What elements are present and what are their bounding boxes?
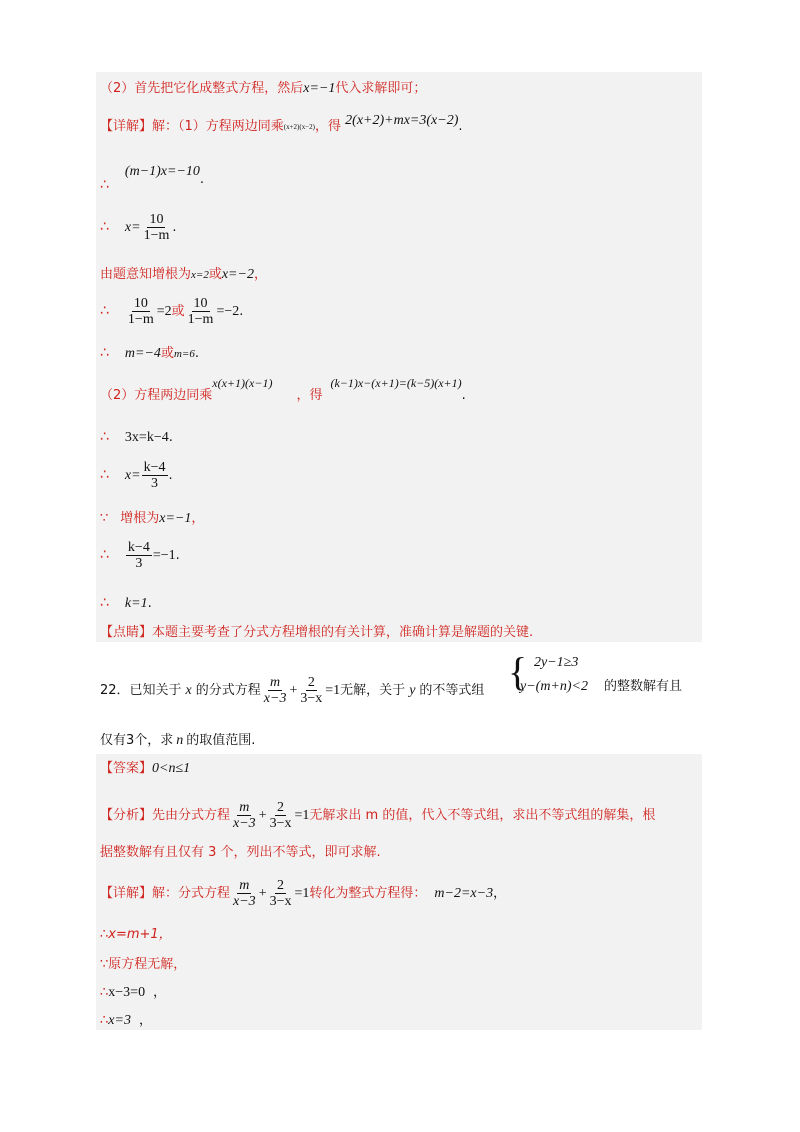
plus: + <box>289 683 298 698</box>
question-22-line2 <box>100 732 255 750</box>
eq1: =1 <box>325 683 341 698</box>
ineq1: 2y−1≥3 <box>534 655 579 670</box>
frac-num: 10 <box>193 296 208 311</box>
comma: ， <box>493 886 507 901</box>
step3-r1: =2 <box>156 304 172 319</box>
therefore-icon: ∴ <box>100 429 109 445</box>
detail2-line <box>100 878 506 909</box>
step1-line <box>100 162 205 193</box>
s3-math: x−3=0 <box>108 985 146 1000</box>
q22-text1: 的分式方程 <box>195 683 261 698</box>
therefore-icon: ∴ <box>100 345 109 361</box>
comment-line: 【点睛】本题主要考查了分式方程增根的有关计算，准确计算是解题的关键. <box>100 625 534 640</box>
frac-den: 3−x <box>269 816 292 831</box>
answer-value: 0<n≤1 <box>152 761 191 776</box>
step3-or: 或 <box>171 304 185 319</box>
dot: . <box>175 548 180 563</box>
eq1: =1 <box>294 808 310 823</box>
dot: . <box>199 172 205 187</box>
p2-eq: (k−1)x−(x+1)=(k−5)(x+1) <box>330 376 462 390</box>
frac-den: x−3 <box>233 816 256 831</box>
frac-den: 1−m <box>143 228 170 243</box>
s4-math: x=3 <box>108 1013 131 1028</box>
answer-line <box>100 760 190 778</box>
part2-hint-line <box>100 80 426 98</box>
analysis-tail: 无解求出 m 的值，代入不等式组，求出不等式组的解集，根 <box>309 808 656 823</box>
detail-label: 【详解】解：（1）方程两边同乘 <box>100 119 284 134</box>
dot: . <box>239 304 244 319</box>
dot: . <box>194 346 199 361</box>
detail-eq: 2(x+2)+mx=3(x−2) <box>345 113 459 128</box>
frac-num: 2 <box>307 675 315 690</box>
frac-num: 10 <box>149 212 164 227</box>
frac-num: m <box>239 800 250 815</box>
root-b: x=−2 <box>221 267 254 282</box>
comma: ， <box>191 511 205 526</box>
s1-line: ∴x=m+1， <box>100 927 172 942</box>
q22-text4: 的整数解有且 <box>604 679 683 694</box>
s2-line: ∵原方程无解， <box>100 957 187 972</box>
step4-line <box>100 344 199 363</box>
q22-text3: 的不等式组 <box>419 683 485 698</box>
root-text: 由题意知增根为 <box>100 267 192 282</box>
frac-num: k−4 <box>127 540 150 555</box>
analysis-line <box>100 800 655 831</box>
therefore-icon: ∴ <box>100 985 109 1000</box>
because-icon: ∵ <box>100 511 109 526</box>
step4-a: m=−4 <box>124 346 161 361</box>
comma: ， <box>153 985 167 1000</box>
detail2-eq: m−2=x−3 <box>434 886 494 901</box>
frac-den: 3−x <box>269 894 292 909</box>
hint-math: x=−1 <box>303 81 336 96</box>
comma: ， <box>253 267 267 282</box>
step1-math: (m−1)x=−10 <box>124 164 200 179</box>
frac-den: x−3 <box>263 691 287 706</box>
frac-num: 2 <box>277 800 285 815</box>
s4-line <box>100 1012 152 1030</box>
frac-num: 2 <box>277 878 285 893</box>
frac-den: 3 <box>135 556 143 571</box>
q22-line2: 仅有3个，求 <box>100 733 174 748</box>
p2-s3-line <box>100 540 180 571</box>
frac-num: 10 <box>133 296 148 311</box>
frac-num: m <box>239 878 250 893</box>
therefore-icon: ∴ <box>100 177 109 193</box>
p2-get: ，得 <box>296 388 323 403</box>
plus: + <box>258 886 267 901</box>
detail-get: ，得 <box>315 119 342 134</box>
root-or: 或 <box>208 267 222 282</box>
p2-s2-line <box>100 460 173 491</box>
because-line <box>100 510 204 528</box>
p2-text: （2）方程两边同乘 <box>100 388 213 403</box>
root-line <box>100 266 267 284</box>
step3-r2: =−2 <box>216 304 240 319</box>
p2-mult: x(x+1)(x−1) <box>212 376 273 390</box>
therefore-icon: ∴ <box>100 595 109 611</box>
hint-text: （2）首先把它化成整式方程，然后 <box>100 81 304 96</box>
p2-s2-lhs: x= <box>124 468 141 483</box>
dot: . <box>458 119 463 134</box>
therefore-icon: ∴ <box>100 467 109 483</box>
therefore-icon: ∴ <box>100 303 109 319</box>
q22-n: n <box>176 733 184 748</box>
q22-line2-tail: 的取值范围. <box>186 733 256 748</box>
p2-s3-r: =−1 <box>152 548 176 563</box>
dot: . <box>461 388 466 403</box>
frac-den: 3−x <box>300 691 323 706</box>
q22-x: x <box>185 683 192 698</box>
q22-text2: 无解，关于 <box>340 683 406 698</box>
therefore-icon: ∴ <box>100 547 109 563</box>
analysis-line2: 据整数解有且仅有 3 个，列出不等式，即可求解. <box>100 845 381 860</box>
step4-b: m=6 <box>173 348 195 360</box>
step2-line <box>100 212 177 243</box>
s3-line <box>100 984 166 1002</box>
step3-line <box>100 296 243 327</box>
dot: . <box>168 468 173 483</box>
frac-num: k−4 <box>143 460 166 475</box>
comma: ， <box>138 1013 152 1028</box>
question-22-line1 <box>100 675 484 706</box>
because-math: x=−1 <box>159 511 192 526</box>
step4-or: 或 <box>160 346 174 361</box>
frac-num: m <box>270 675 281 690</box>
p2-s4: k=1 <box>124 596 148 611</box>
p2-s1-line <box>100 428 173 447</box>
therefore-icon: ∴ <box>100 219 109 235</box>
q22-number: 22．已知关于 <box>100 683 182 698</box>
answer-label: 【答案】 <box>100 761 153 776</box>
frac-den: 3 <box>151 476 159 491</box>
frac-den: 1−m <box>127 312 154 327</box>
because-text: 增根为 <box>120 511 160 526</box>
detail2-tail: 转化为整式方程得： <box>309 886 427 901</box>
analysis-label: 【分析】先由分式方程 <box>100 808 231 823</box>
frac-den: 1−m <box>187 312 214 327</box>
detail-line <box>100 113 463 136</box>
p2-s4-line <box>100 594 152 613</box>
step2-lhs: x= <box>124 220 141 235</box>
part2-line <box>100 376 466 405</box>
dot: . <box>168 430 173 445</box>
ineq2: y−(m+n)<2 <box>520 679 588 694</box>
detail2-label: 【详解】解：分式方程 <box>100 886 231 901</box>
detail-tiny: (x+2)(x−2) <box>283 123 316 131</box>
frac-den: x−3 <box>233 894 256 909</box>
dot: . <box>172 220 177 235</box>
eq1: =1 <box>294 886 310 901</box>
plus: + <box>258 808 267 823</box>
dot: . <box>147 596 152 611</box>
hint-tail: 代入求解即可； <box>335 81 427 96</box>
q22-y: y <box>409 683 416 698</box>
p2-s1: 3x=k−4 <box>124 430 169 445</box>
root-a: x=2 <box>191 269 209 281</box>
therefore-icon: ∴ <box>100 1013 109 1028</box>
system-brace: { <box>508 649 528 694</box>
